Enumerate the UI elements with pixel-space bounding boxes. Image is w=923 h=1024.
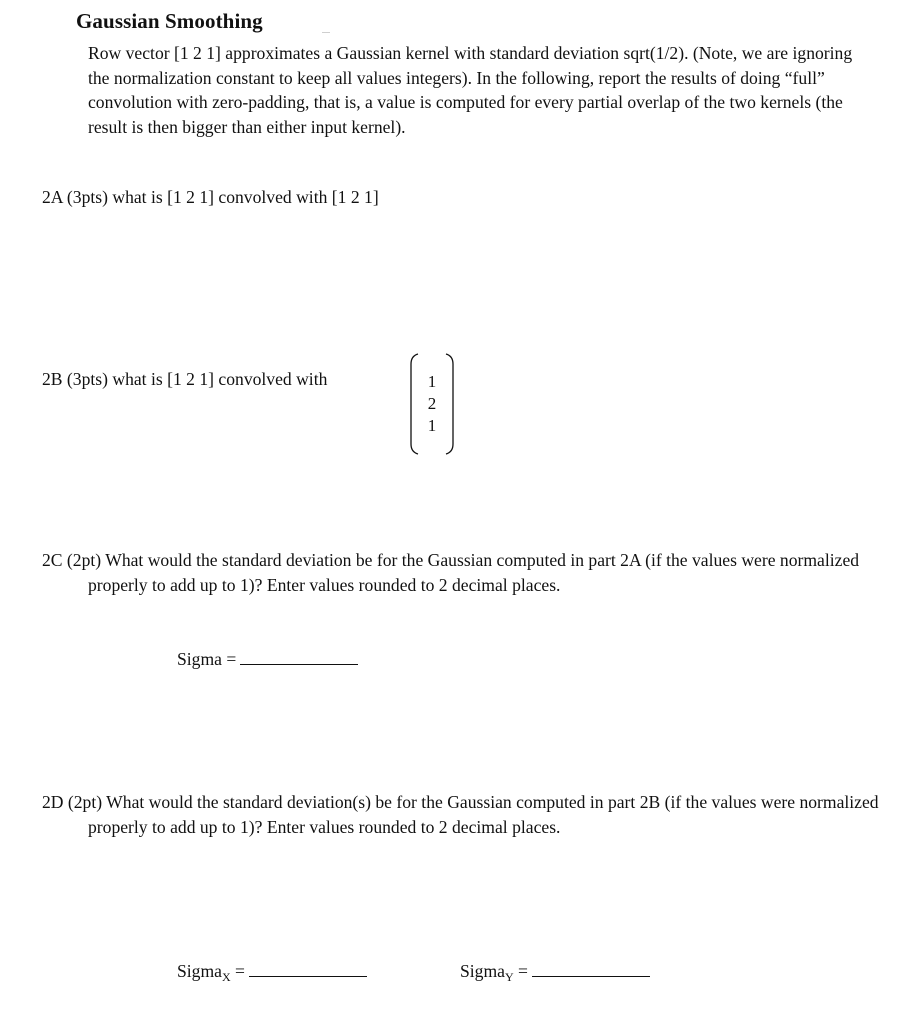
question-2c: 2C (2pt) What would the standard deviation be for the Gaussian computed in part 2A (if the values were normalized properly to add up to 1)? Enter values rounded to 2 decimal places. <box>42 550 860 595</box>
title-mark <box>322 32 330 33</box>
sigma-y-label: Sigma <box>460 961 505 981</box>
sigma-x-equals: = <box>230 961 245 981</box>
sigma-y-blank[interactable] <box>532 960 650 977</box>
column-entry: 1 <box>427 416 437 435</box>
question-2b: 2B (3pts) what is [1 2 1] convolved with <box>42 369 328 389</box>
sigma-x-blank[interactable] <box>249 960 367 977</box>
question-2a: 2A (3pts) what is [1 2 1] convolved with [1 2 1] <box>42 187 379 207</box>
sigma-y-equals: = <box>513 961 528 981</box>
sigma-y-subscript: Y <box>504 970 514 984</box>
intro-paragraph: Row vector [1 2 1] approximates a Gaussian kernel with standard deviation sqrt(1/2). (Note, we are ignoring the normalization constant to keep all values integers). In the following, report the results of doing “full” convolution with zero-padding, that is, a value is computed for every partial overlap of the two kernels (the result is then bigger than either input kernel). <box>88 43 853 137</box>
column-entry: 2 <box>427 394 437 413</box>
column-entry: 1 <box>427 372 437 391</box>
sigma-y-answer-row <box>460 960 650 988</box>
sigma-label: Sigma = <box>177 649 237 669</box>
sigma-answer-row <box>177 648 358 670</box>
section-title: Gaussian Smoothing <box>76 9 263 33</box>
question-2d: 2D (2pt) What would the standard deviation(s) be for the Gaussian computed in part 2B (if the values were normalized properly to add up to 1)? Enter values rounded to 2 decimal places. <box>42 792 879 837</box>
sigma-blank[interactable] <box>240 648 358 665</box>
sigma-x-answer-row <box>177 960 367 988</box>
sigma-x-label: Sigma <box>177 961 222 981</box>
column-vector <box>408 352 456 456</box>
sigma-x-subscript: X <box>221 970 231 984</box>
